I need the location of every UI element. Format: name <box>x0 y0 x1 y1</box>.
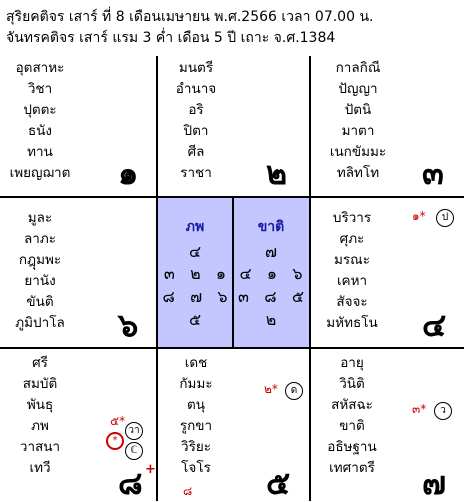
word: ศีล <box>187 144 205 160</box>
word: อริ <box>188 102 204 118</box>
house-8-words <box>6 353 74 479</box>
word: อายุ <box>340 355 364 371</box>
house-7-number: ๗ <box>422 464 447 502</box>
word: ราชา <box>180 165 212 181</box>
word: กฎุมพะ <box>18 252 62 268</box>
word: ภูมิปาโล <box>15 315 65 331</box>
digit: ๕ <box>188 310 202 329</box>
center-left-row-3 <box>156 285 234 309</box>
digit: ๗ <box>264 242 278 261</box>
word: ขันติ <box>26 294 54 310</box>
word: ทลิทโท <box>336 165 380 181</box>
word: ภพ <box>31 418 49 434</box>
word: มรณะ <box>334 252 370 268</box>
word: อธิษฐาน <box>327 439 377 455</box>
digit: ๑ <box>266 264 278 283</box>
word: ขาติ <box>339 418 365 434</box>
house-4-number: ๔ <box>422 306 447 344</box>
word: มูละ <box>27 210 53 226</box>
planet-wa2-icon: ว <box>434 402 452 420</box>
word: พันธุ <box>26 397 54 413</box>
digit: ๒ <box>190 264 201 283</box>
house-5-number: ๕ <box>266 464 291 502</box>
center-right-row-1 <box>232 240 310 264</box>
digit: ๖ <box>292 264 303 283</box>
word: วิชา <box>27 81 53 97</box>
word: ลาภะ <box>23 231 56 247</box>
digit: ๕ <box>291 287 304 306</box>
word: ปิตา <box>183 123 209 139</box>
center-left-row-1 <box>156 240 234 264</box>
lagna-star-icon: * <box>106 432 124 450</box>
word: วาสนา <box>19 439 61 455</box>
word: เพยญฌาต <box>9 165 71 181</box>
word: อุตสาหะ <box>15 60 65 76</box>
digit: ๘ <box>162 287 175 306</box>
word: สัจจะ <box>336 294 368 310</box>
word: บริวาร <box>332 210 372 226</box>
center-right-row-2 <box>232 262 310 286</box>
house-5-words <box>160 353 232 479</box>
word: โจโร <box>181 460 211 476</box>
word: รูกขา <box>179 418 213 434</box>
house-6-number: ๖ <box>118 306 139 344</box>
planet-da-icon: ด <box>285 382 303 400</box>
digit: ๔ <box>188 242 202 261</box>
house-6-words <box>4 208 76 334</box>
word: ศรี <box>32 355 48 371</box>
word: ปุตตะ <box>23 102 57 118</box>
house-8-number: ๘ <box>118 464 143 502</box>
house-4-words <box>316 208 388 334</box>
word: ปัตนิ <box>344 102 372 118</box>
digit: ๘ <box>264 287 277 306</box>
center-left-row-2 <box>156 262 234 286</box>
center-left-title: ภพ <box>185 219 205 235</box>
word: เทศาตรี <box>329 460 375 476</box>
house-5-bottom-mark: ๘ <box>183 484 193 498</box>
house-1-number: ๑ <box>118 154 139 192</box>
word: ตนุ <box>187 397 205 413</box>
house-1-words <box>2 58 78 184</box>
word: ธนัง <box>27 123 53 139</box>
center-right-title: ขาติ <box>257 219 285 235</box>
house-5-planet-mark: ๒* <box>264 382 278 396</box>
house-2-number: ๒ <box>266 154 288 192</box>
word: เนกขัมมะ <box>329 144 387 160</box>
center-right-row-3 <box>232 285 310 309</box>
word: วิริยะ <box>181 439 211 455</box>
center-right-row-4 <box>232 308 310 332</box>
planet-wa-icon: วา <box>125 422 143 440</box>
digit: ๔ <box>239 264 252 283</box>
center-left-row-4 <box>156 308 234 332</box>
house-8-planet-mark: ๕* <box>110 414 126 428</box>
word: สหัสฉะ <box>331 397 373 413</box>
digit: ๓ <box>163 264 175 283</box>
word: สมบัติ <box>22 376 58 392</box>
word: ศุภะ <box>339 231 365 247</box>
digit: ๒ <box>265 310 277 329</box>
word: มนตรี <box>178 60 214 76</box>
plus-mark: + <box>145 462 156 477</box>
digit: ๗ <box>190 287 203 306</box>
word: กัมมะ <box>179 376 213 392</box>
digit: ๓ <box>238 287 249 306</box>
word: มหัทธโน <box>326 315 378 331</box>
house-2-words <box>160 58 232 184</box>
word: เคหา <box>336 273 368 289</box>
word: วินิติ <box>339 376 365 392</box>
digit: ๖ <box>217 287 228 306</box>
house-3-number: ๓ <box>422 154 444 192</box>
grid-line-h2 <box>0 347 464 349</box>
digit: ๑ <box>215 264 227 283</box>
word: มาตา <box>341 123 375 139</box>
word: เดช <box>184 355 208 371</box>
house-3-words <box>318 58 398 184</box>
planet-pa-icon: ป <box>436 209 454 227</box>
house-7-planet-mark: ๓* <box>412 402 427 416</box>
header-line-1: สุริยคติจร เสาร์ ที่ 8 เดือนเมษายน พ.ศ.2566 เวลา 07.00 น. <box>6 9 374 25</box>
header-line-2: จันทรคติจร เสาร์ แรม 3 ค่ำ เดือน 5 ปี เถาะ จ.ศ.1384 <box>6 30 336 46</box>
word: กาลกิณี <box>335 60 381 76</box>
word: อำนาจ <box>175 81 217 97</box>
word: ยานัง <box>24 273 56 289</box>
word: ทาน <box>27 144 53 160</box>
house-7-words <box>316 353 388 479</box>
word: ปัญญา <box>338 81 378 97</box>
moon-icon: ℂ <box>125 442 143 460</box>
house-4-planet-mark: ๑* <box>412 209 426 223</box>
word: เทวี <box>29 460 51 476</box>
